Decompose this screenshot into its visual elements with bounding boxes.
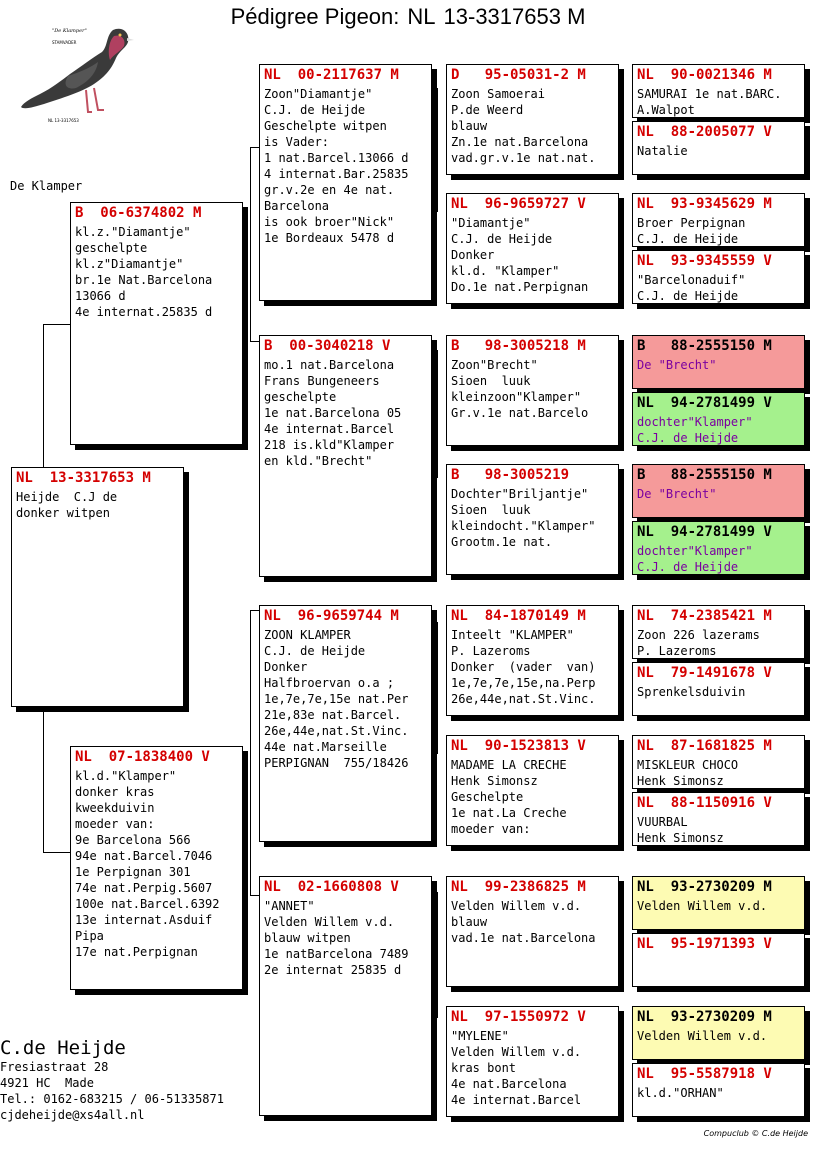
connector: [43, 324, 44, 469]
ring-number: NL 95-1971393 V: [637, 936, 772, 952]
card-line: 4e nat.Barcelona: [451, 1077, 567, 1091]
card-line: Broer Perpignan: [637, 216, 746, 230]
gen3-card[interactable]: [446, 605, 619, 716]
ring-number: B 98-3005219: [451, 467, 570, 483]
card-line: Zoon"Brecht": [451, 358, 538, 372]
connector: [250, 341, 259, 342]
card-line: Zn.1e nat.Barcelona: [451, 135, 589, 149]
card-line: Donker: [264, 660, 308, 674]
card-line: C.J. de Heijde: [264, 644, 366, 658]
grandmother-paternal-card[interactable]: [259, 335, 432, 577]
card-line: Zoon Samoerai: [451, 87, 545, 101]
card-line: De "Brecht": [637, 358, 717, 372]
ring-number: NL 74-2385421 M: [637, 608, 772, 624]
card-line: Geschelpte: [451, 790, 524, 804]
ring-number: NL 97-1550972 V: [451, 1009, 586, 1025]
card-line: Gr.v.1e nat.Barcelo: [451, 406, 589, 420]
card-line: Velden Willem v.d.: [637, 1029, 768, 1043]
gen3-card[interactable]: [446, 335, 619, 446]
card-line: vad.1e nat.Barcelona: [451, 931, 596, 945]
grandfather-maternal-card[interactable]: [259, 605, 432, 842]
card-line: MISKLEUR CHOCO: [637, 758, 739, 772]
gen4-card[interactable]: [632, 64, 805, 118]
card-line: "ANNET": [264, 899, 315, 913]
ring-number: NL 94-2781499 V: [637, 395, 772, 411]
logo-sub: STAMVADER: [52, 40, 77, 45]
ring-number: NL 90-0021346 M: [637, 67, 772, 83]
card-line: P. Lazeroms: [637, 644, 717, 658]
ring-number: NL 94-2781499 V: [637, 524, 772, 540]
card-line: P.de Weerd: [451, 103, 524, 117]
ring-number: NL 87-1681825 M: [637, 738, 772, 754]
card-line: 1e natBarcelona 7489: [264, 947, 409, 961]
card-line: Sprenkelsduivin: [637, 685, 746, 699]
mother-card[interactable]: [70, 746, 243, 990]
title-prefix: Pédigree Pigeon:: [230, 4, 400, 29]
card-line: en kld."Brecht": [264, 454, 373, 468]
connector: [43, 852, 70, 853]
card-line: MADAME LA CRECHE: [451, 758, 567, 772]
card-line: Pipa: [75, 929, 104, 943]
footer-credit: Compuclub © C.de Heijde: [703, 1129, 808, 1138]
gen4-card[interactable]: [632, 521, 805, 575]
grandmother-maternal-card[interactable]: [259, 876, 432, 1116]
card-line: SAMURAI 1e nat.BARC.: [637, 87, 782, 101]
card-line: 21e,83e nat.Barcel.: [264, 708, 402, 722]
card-line: 1e Bordeaux 5478 d: [264, 231, 395, 245]
card-line: 2e internat 25835 d: [264, 963, 402, 977]
card-line: moeder van:: [451, 822, 531, 836]
card-line: Dochter"Briljantje": [451, 487, 589, 501]
card-line: kweekduivin: [75, 801, 155, 815]
ring-number: B 00-3040218 V: [264, 338, 391, 354]
owner-tag: De Klamper: [10, 179, 83, 193]
card-line: mo.1 nat.Barcelona: [264, 358, 395, 372]
ring-number: NL 96-9659727 V: [451, 196, 586, 212]
breeder-phone: Tel.: 0162-683215 / 06-51335871: [0, 1092, 224, 1106]
card-line: 1e nat.La Creche: [451, 806, 567, 820]
card-line: geschelpte: [264, 390, 337, 404]
ring-number: NL 93-2730209 M: [637, 879, 772, 895]
card-line: donker witpen: [16, 506, 110, 520]
connector: [437, 350, 438, 478]
card-line: Natalie: [637, 144, 688, 158]
gen4-card[interactable]: [632, 1006, 805, 1060]
card-line: "MYLENE": [451, 1029, 509, 1043]
ring-number: NL 07-1838400 V: [75, 749, 210, 765]
card-line: kl.d."Klamper": [75, 769, 177, 783]
ring-number: B 88-2555150 M: [637, 338, 772, 354]
ring-number: NL 79-1491678 V: [637, 665, 772, 681]
card-line: 4e internat.25835 d: [75, 305, 213, 319]
card-line: A.Walpot: [637, 103, 695, 117]
title-country: NL: [407, 4, 436, 29]
card-line: Frans Bungeneers: [264, 374, 380, 388]
connector: [250, 895, 259, 896]
gen4-card[interactable]: [632, 121, 805, 175]
card-line: 74e nat.Perpig.5607: [75, 881, 213, 895]
card-line: Zoon 226 lazerams: [637, 628, 760, 642]
card-line: "Diamantje": [451, 216, 531, 230]
gen4-card[interactable]: [632, 792, 805, 846]
card-line: 1 nat.Barcel.13066 d: [264, 151, 409, 165]
card-line: C.J. de Heijde: [637, 232, 739, 246]
gen4-card[interactable]: [632, 392, 805, 446]
card-line: Sioen luuk: [451, 503, 531, 517]
breeder-name: C.de Heijde: [0, 1037, 126, 1059]
card-line: 4e internat.Barcel: [451, 1093, 582, 1107]
card-line: Heijde C.J de: [16, 490, 118, 504]
connector: [43, 324, 70, 325]
card-line: kl.z"Diamantje": [75, 257, 184, 271]
ring-number: D 95-05031-2 M: [451, 67, 586, 83]
card-line: 1e,7e,7e,15e,na.Perp: [451, 676, 596, 690]
card-line: C.J. de Heijde: [637, 431, 739, 445]
card-line: Geschelpte witpen: [264, 119, 387, 133]
card-line: kleinzoon"Klamper": [451, 390, 582, 404]
card-line: Velden Willem v.d.: [264, 915, 395, 929]
connector: [250, 610, 259, 611]
breeder-city: 4921 HC Made: [0, 1076, 94, 1090]
card-line: PERPIGNAN 755/18426: [264, 756, 409, 770]
gen3-card[interactable]: [446, 193, 619, 304]
card-line: Henk Simonsz: [637, 774, 724, 788]
card-line: ZOON KLAMPER: [264, 628, 351, 642]
card-line: dochter"Klamper": [637, 415, 753, 429]
gen3-card[interactable]: [446, 876, 619, 987]
gen4-card[interactable]: [632, 193, 805, 247]
card-line: C.J. de Heijde: [637, 560, 739, 574]
card-line: 26e,44e,nat.St.Vinc.: [451, 692, 596, 706]
card-line: Zoon"Diamantje": [264, 87, 373, 101]
ring-number: B 88-2555150 M: [637, 467, 772, 483]
card-line: blauw: [451, 119, 488, 133]
card-line: 44e nat.Marseille: [264, 740, 387, 754]
card-line: Halfbroervan o.a ;: [264, 676, 395, 690]
card-line: 4 internat.Bar.25835: [264, 167, 409, 181]
card-line: Sioen luuk: [451, 374, 531, 388]
card-line: 1e nat.Barcelona 05: [264, 406, 402, 420]
card-line: Donker (vader van): [451, 660, 596, 674]
ring-number: NL 96-9659744 M: [264, 608, 399, 624]
card-line: 17e nat.Perpignan: [75, 945, 198, 959]
ring-number: NL 88-2005077 V: [637, 124, 772, 140]
ring-number: NL 99-2386825 M: [451, 879, 586, 895]
ring-number: NL 95-5587918 V: [637, 1066, 772, 1082]
card-line: C.J. de Heijde: [637, 289, 739, 303]
card-line: geschelpte: [75, 241, 148, 255]
connector: [43, 712, 44, 852]
gen4-card[interactable]: [632, 662, 805, 716]
title-ring: 13-3317653 M: [443, 4, 586, 29]
gen4-card[interactable]: [632, 605, 805, 659]
logo-ring: NL 13-3317653: [48, 118, 79, 123]
card-line: C.J. de Heijde: [451, 232, 553, 246]
card-line: Do.1e nat.Perpignan: [451, 280, 589, 294]
card-line: blauw witpen: [264, 931, 351, 945]
ring-number: NL 88-1150916 V: [637, 795, 772, 811]
gen4-card[interactable]: [632, 250, 805, 304]
card-line: Henk Simonsz: [451, 774, 538, 788]
card-line: Henk Simonsz: [637, 831, 724, 845]
gen4-card[interactable]: [632, 933, 805, 987]
card-line: kleindocht."Klamper": [451, 519, 596, 533]
card-line: 1e,7e,7e,15e nat.Per: [264, 692, 409, 706]
card-line: moeder van:: [75, 817, 155, 831]
connector: [250, 147, 251, 341]
gen3-card[interactable]: [446, 735, 619, 846]
card-line: Velden Willem v.d.: [451, 1045, 582, 1059]
connector: [250, 610, 251, 895]
gen3-card[interactable]: [446, 64, 619, 175]
ring-number: NL 93-9345559 V: [637, 253, 772, 269]
gen3-card[interactable]: [446, 1006, 619, 1117]
connector: [437, 88, 438, 212]
card-line: br.1e Nat.Barcelona: [75, 273, 213, 287]
card-line: kras bont: [451, 1061, 517, 1075]
card-line: 13066 d: [75, 289, 126, 303]
ring-number: NL 93-9345629 M: [637, 196, 772, 212]
gen4-card[interactable]: [632, 735, 805, 789]
card-line: C.J. de Heijde: [264, 103, 366, 117]
ring-number: NL 00-2117637 M: [264, 67, 399, 83]
ring-number: NL 90-1523813 V: [451, 738, 586, 754]
breeder-email[interactable]: cjdeheijde@xs4all.nl: [0, 1108, 145, 1122]
card-line: dochter"Klamper": [637, 544, 753, 558]
breeder-info: [0, 1037, 224, 1123]
card-line: De "Brecht": [637, 487, 717, 501]
card-line: 218 is.kld"Klamper: [264, 438, 395, 452]
ring-number: B 98-3005218 M: [451, 338, 586, 354]
card-line: kl.z."Diamantje": [75, 225, 191, 239]
card-line: 100e nat.Barcel.6392: [75, 897, 220, 911]
gen4-card[interactable]: [632, 335, 805, 389]
ring-number: B 06-6374802 M: [75, 205, 202, 221]
card-line: "Barcelonaduif": [637, 273, 746, 287]
card-line: 26e,44e,nat.St.Vinc.: [264, 724, 409, 738]
ring-number: NL 02-1660808 V: [264, 879, 399, 895]
card-line: is Vader:: [264, 135, 330, 149]
breeder-street: Fresiastraat 28: [0, 1060, 109, 1074]
father-card[interactable]: [70, 202, 243, 445]
card-line: kl.d."ORHAN": [637, 1086, 724, 1100]
card-line: Grootm.1e nat.: [451, 535, 553, 549]
grandfather-paternal-card[interactable]: [259, 64, 432, 301]
gen3-card[interactable]: [446, 464, 619, 575]
ring-number: NL 93-2730209 M: [637, 1009, 772, 1025]
card-line: P. Lazeroms: [451, 644, 531, 658]
ring-number: NL 84-1870149 M: [451, 608, 586, 624]
gen4-card[interactable]: [632, 1063, 805, 1117]
logo-caption: "De Klamper": [52, 28, 87, 34]
card-line: Velden Willem v.d.: [637, 899, 768, 913]
connector: [437, 622, 438, 754]
card-line: gr.v.2e en 4e nat.: [264, 183, 395, 197]
card-line: kl.d. "Klamper": [451, 264, 560, 278]
card-line: Donker: [451, 248, 495, 262]
card-line: 13e internat.Asduif: [75, 913, 213, 927]
card-line: donker kras: [75, 785, 155, 799]
subject-card[interactable]: [11, 467, 184, 707]
card-line: blauw: [451, 915, 488, 929]
connector: [250, 147, 259, 148]
card-line: Velden Willem v.d.: [451, 899, 582, 913]
card-line: vad.gr.v.1e nat.nat.: [451, 151, 596, 165]
card-line: is ook broer"Nick": [264, 215, 395, 229]
pigeon-logo: [18, 18, 136, 126]
gen4-card[interactable]: [632, 876, 805, 930]
card-line: 1e Perpignan 301: [75, 865, 191, 879]
ring-number: NL 13-3317653 M: [16, 470, 151, 486]
card-line: 4e internat.Barcel: [264, 422, 395, 436]
connector: [437, 892, 438, 1018]
card-line: Barcelona: [264, 199, 330, 213]
card-line: 9e Barcelona 566: [75, 833, 191, 847]
card-line: 94e nat.Barcel.7046: [75, 849, 213, 863]
card-line: VUURBAL: [637, 815, 688, 829]
gen4-card[interactable]: [632, 464, 805, 518]
card-line: Inteelt "KLAMPER": [451, 628, 574, 642]
